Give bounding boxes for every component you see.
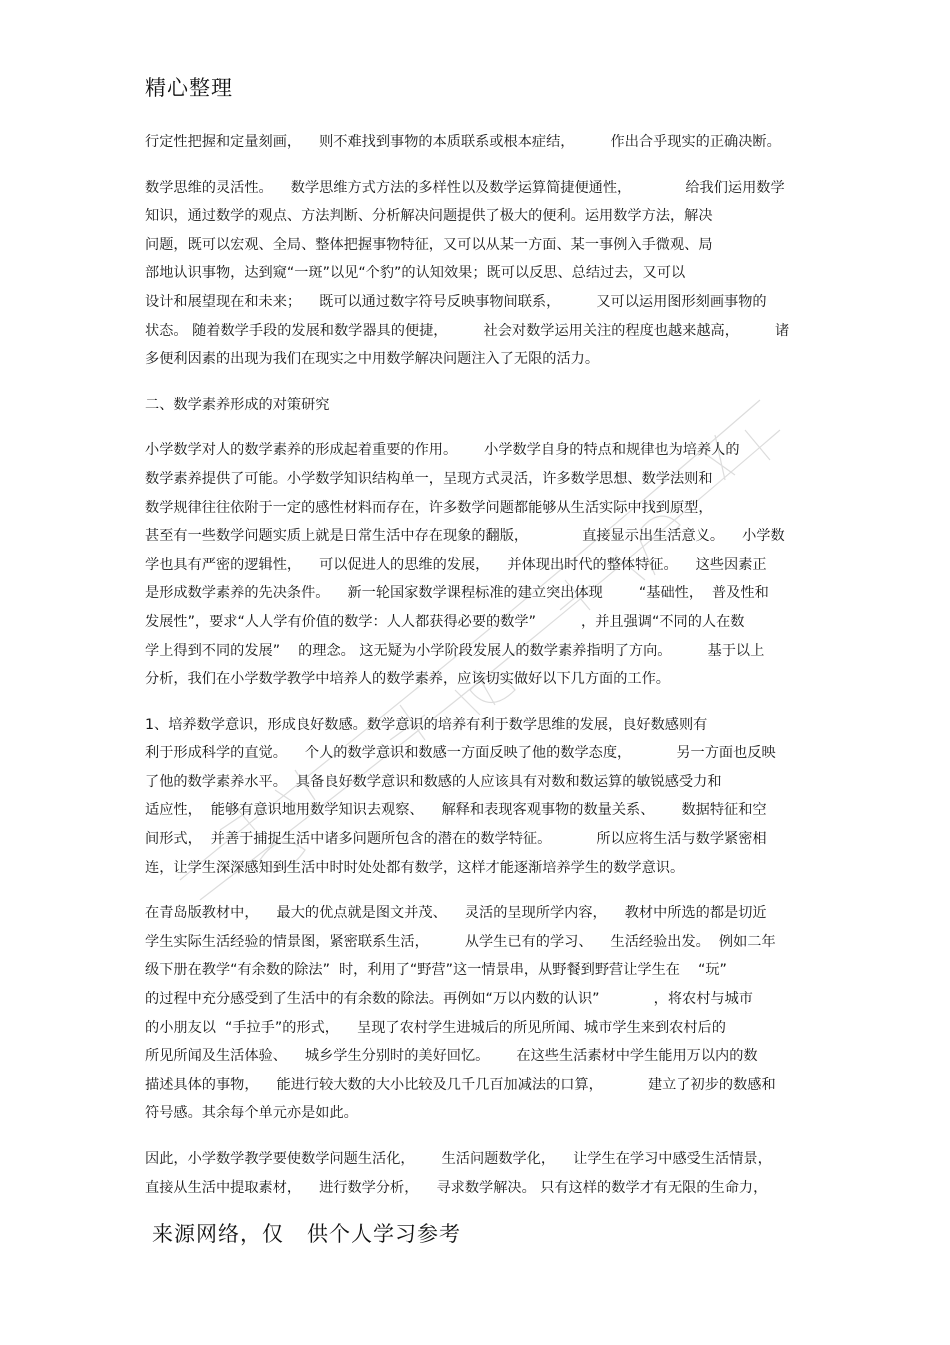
text-line: 符号感。其余每个单元亦是如此。	[145, 1105, 358, 1122]
paragraph	[145, 1145, 805, 1202]
text-line: 问题，既可以宏观、全局、整体把握事物特征，又可以从某一方面、某一事例入手微观、局	[145, 236, 713, 253]
section-heading	[145, 391, 805, 420]
text-line: 行定性把握和定量刻画， 则不难找到事物的本质联系或根本症结， 作出合乎现实的正确决断。	[145, 134, 781, 150]
text-line: 多便利因素的出现为我们在现实之中用数学解决问题注入了无限的活力。	[145, 351, 600, 368]
text-line: 设计和展望现在和未来； 既可以通过数字符号反映事物间联系， 又可以运用图形刻画事物的	[145, 293, 767, 310]
text-line: 发展性”，要求“人人学有价值的数学：人人都获得必要的数学” ，并且强调“不同的人在数	[145, 613, 745, 630]
paragraph	[145, 436, 805, 693]
text-line: 数学规律往往依附于一定的感性材料而存在，许多数学问题都能够从生活实际中找到原型，	[145, 499, 713, 516]
paragraph	[145, 899, 805, 1128]
text-line: 间形式， 并善于捕捉生活中诸多问题所包含的潜在的数学特征。 所以应将生活与数学紧密相	[145, 831, 767, 848]
paragraph	[145, 711, 805, 883]
text-line: 状态。 随着数学手段的发展和数学器具的便捷， 社会对数学运用关注的程度也越来越高， 诸	[145, 322, 790, 339]
text-line: 了他的数学素养水平。 具备良好数学意识和数感的人应该具有对数和数运算的敏锐感受力和	[145, 773, 722, 790]
paragraph	[145, 174, 805, 374]
paragraph	[145, 128, 805, 157]
text-line: 分析，我们在小学数学教学中培养人的数学素养，应该切实做好以下几方面的工作。	[145, 671, 670, 688]
text-line: 是形成数学素养的先决条件。 新一轮国家数学课程标准的建立突出体现 “基础性， 普及性和	[145, 585, 769, 602]
page-header: 精心整理	[145, 76, 233, 100]
text-line: 学生实际生活经验的情景图，紧密联系生活， 从学生已有的学习、 生活经验出发。 例如二年	[145, 933, 776, 950]
text-line: 小学数学对人的数学素养的形成起着重要的作用。 小学数学自身的特点和规律也为培养人的	[145, 442, 740, 459]
heading-text: 二、数学素养形成的对策研究	[145, 396, 330, 413]
text-line: 因此，小学数学教学要使数学问题生活化， 生活问题数学化， 让学生在学习中感受生活情景，	[145, 1151, 772, 1167]
text-line: 在青岛版教材中， 最大的优点就是图文并茂、 灵活的呈现所学内容， 教材中所选的都是切近	[145, 905, 767, 922]
text-line: 适应性， 能够有意识地用数学知识去观察、 解释和表现客观事物的数量关系、 数据特征和空	[145, 802, 767, 819]
text-line: 数学素养提供了可能。小学数学知识结构单一，呈现方式灵活，许多数学思想、数学法则和	[145, 470, 713, 487]
text-line: 级下册在教学“有余数的除法” 时，利用了“野营”这一情景串，从野餐到野营让学生在 “玩”	[145, 962, 727, 979]
document-body	[145, 128, 805, 1219]
text-line: 连，让学生深深感知到生活中时时处处都有数学，这样才能逐渐培养学生的数学意识。	[145, 859, 685, 876]
text-line: 描述具体的事物， 能进行较大数的大小比较及几千几百加减法的口算， 建立了初步的数感和	[145, 1076, 776, 1093]
text-line: 学也具有严密的逻辑性， 可以促进人的思维的发展， 并体现出时代的整体特征。 这些因素正	[145, 556, 767, 573]
text-line: 直接从生活中提取素材， 进行数学分析， 寻求数学解决。 只有这样的数学才有无限的生命力，	[145, 1179, 768, 1196]
text-line: 甚至有一些数学问题实质上就是日常生活中存在现象的翻版， 直接显示出生活意义。 小学数	[145, 528, 785, 545]
page-footer: 来源网络，仅 供个人学习参考	[152, 1222, 462, 1246]
text-line: 的小朋友以 “手拉手”的形式， 呈现了农村学生进城后的所见所闻、城市学生来到农村后的	[145, 1019, 726, 1036]
text-line: 所见所闻及生活体验、 城乡学生分别时的美好回忆。 在这些生活素材中学生能用万以内的数	[145, 1048, 758, 1065]
text-line: 的过程中充分感受到了生活中的有余数的除法。再例如“万以内数的认识” ，将农村与城市	[145, 991, 753, 1008]
text-line: 1、培养数学意识，形成良好数感。数学意识的培养有利于数学思维的发展，良好数感则有	[145, 716, 708, 733]
text-line: 数学思维的灵活性。 数学思维方式方法的多样性以及数学运算简捷便通性， 给我们运用数学	[145, 179, 785, 196]
text-line: 部地认识事物，达到窥“一斑”以见“个豹”的认知效果；既可以反思、总结过去，又可以	[145, 265, 686, 282]
text-line: 利于形成科学的直觉。 个人的数学意识和数感一方面反映了他的数学态度， 另一方面也反映	[145, 745, 776, 762]
text-line: 知识，通过数学的观点、方法判断、分析解决问题提供了极大的便利。运用数学方法，解决	[145, 208, 713, 225]
text-line: 学上得到不同的发展” 的理念。 这无疑为小学阶段发展人的数学素养指明了方向。 基于以上	[145, 642, 765, 659]
